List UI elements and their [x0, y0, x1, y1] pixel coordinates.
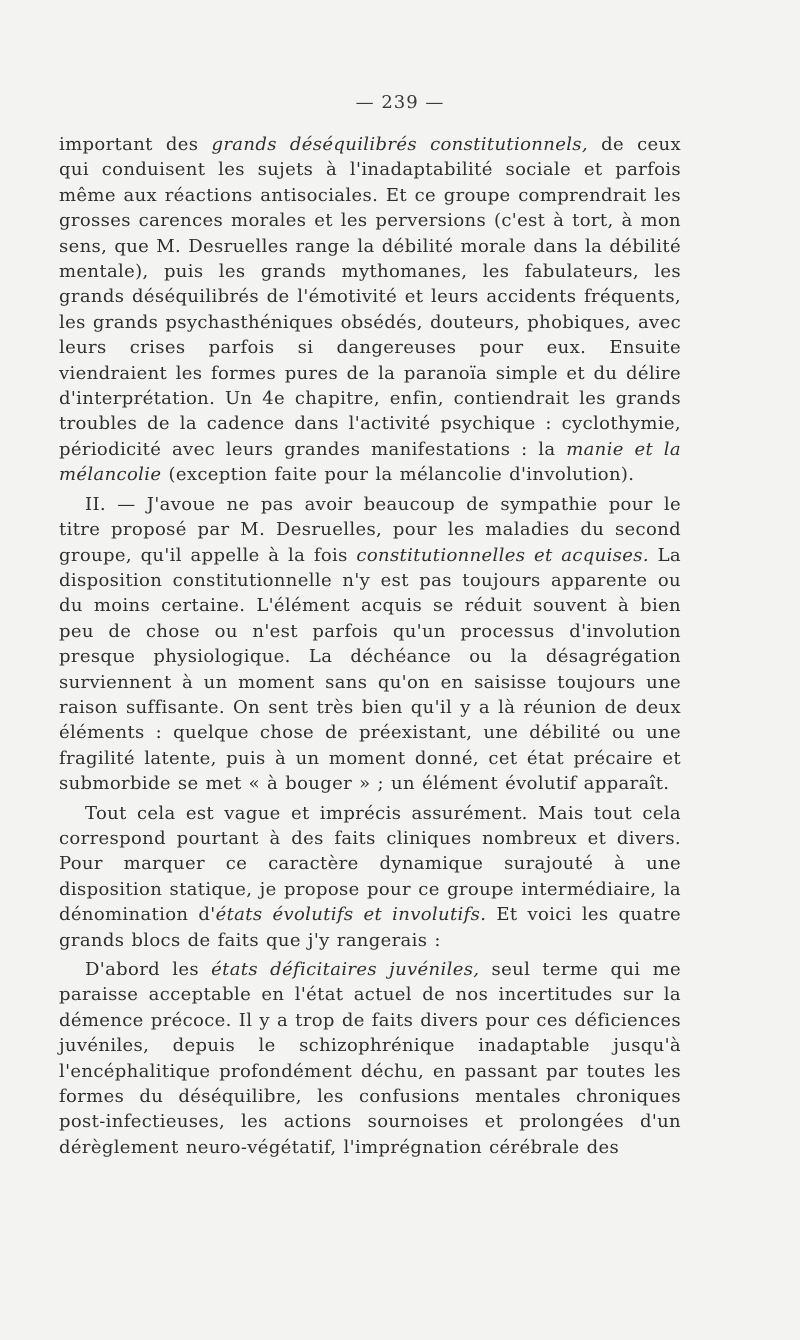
paragraph-1 — [59, 132, 681, 488]
text-run: II. — J'avoue ne pas avoir beaucoup de sympathie pour le titre proposé par M. Desruelles, pour les maladies du second groupe, qu'il appelle à la fois — [59, 493, 681, 566]
text-run: Tout cela est vague et imprécis assurément. Mais tout cela correspond pourtant à des faits cliniques nombreux et divers. Pour marquer ce caractère dynamique surajouté à une disposition statique, je propose pour ce groupe intermédiaire, la dénomination d' — [59, 802, 681, 926]
body-text — [59, 132, 681, 1160]
italic-run: états évolutifs et involutifs. — [215, 904, 487, 926]
paragraph-2 — [59, 492, 681, 797]
text-run: de ceux qui conduisent les sujets à l'inadaptabilité sociale et parfois même aux réactions antisociales. Et ce groupe comprendrait les grosses carences morales et les perversions (c'est à tort, à mon sens, que M. Desruelles range la débilité morale dans la débilité mentale), puis les grands mythomanes, les fabulateurs, les grands déséquilibrés de l'émotivité et leurs accidents fréquents, les grands psychasthéniques obsédés, douteurs, phobiques, avec leurs crises parfois si dangereuses pour eux. Ensuite viendraient les formes pures de la paranoïa simple et du délire d'interprétation. Un 4e chapitre, enfin, contiendrait les grands troubles de la cadence dans l'activité psychique : cyclothymie, périodicité avec leurs grandes manifestations : la — [59, 134, 681, 460]
paragraph-4 — [59, 957, 681, 1160]
text-run: important des — [59, 134, 212, 155]
italic-run: constitutionnelles et acquises. — [356, 544, 649, 566]
paragraph-3 — [59, 801, 681, 953]
italic-run: grands déséquilibrés constitutionnels, — [211, 134, 588, 155]
italic-run: manie et la mélancolie — [59, 438, 681, 486]
text-run: seul terme qui me paraisse acceptable en l'état actuel de nos incertitudes sur la démence précoce. Il y a trop de faits divers pour ces déficiences juvéniles, depuis le schizophrénique inadaptable jusqu'à l'encéphalitique profondément déchu, en passant par toutes les formes du déséquilibre, les confusions mentales chroniques post-infectieuses, les actions sournoises et prolongées d'un dérèglement neuro-végétatif, l'imprégnation cérébrale des — [59, 959, 682, 1158]
text-run: D'abord les — [85, 959, 212, 980]
text-run: La disposition constitutionnelle n'y est pas toujours apparente ou du moins certaine. L'élément acquis se réduit souvent à bien peu de chose ou n'est parfois qu'un processus d'involution presque physiologique. La déchéance ou la désagrégation surviennent à un moment sans qu'on en saisisse toujours une raison suffisante. On sent très bien qu'il y a là réunion de deux éléments : quelque chose de préexistant, une débilité ou une fragilité latente, puis à un moment donné, cet état précaire et submorbide se met « à bouger » ; un élément évolutif apparaît. — [59, 544, 681, 795]
text-run: (exception faite pour la mélancolie d'involution). — [161, 464, 635, 486]
page-number-header: — 239 — — [355, 92, 445, 113]
text-run: Et voici les quatre grands blocs de faits que j'y rangerais : — [59, 904, 681, 951]
italic-run: états déficitaires juvéniles, — [211, 959, 480, 980]
